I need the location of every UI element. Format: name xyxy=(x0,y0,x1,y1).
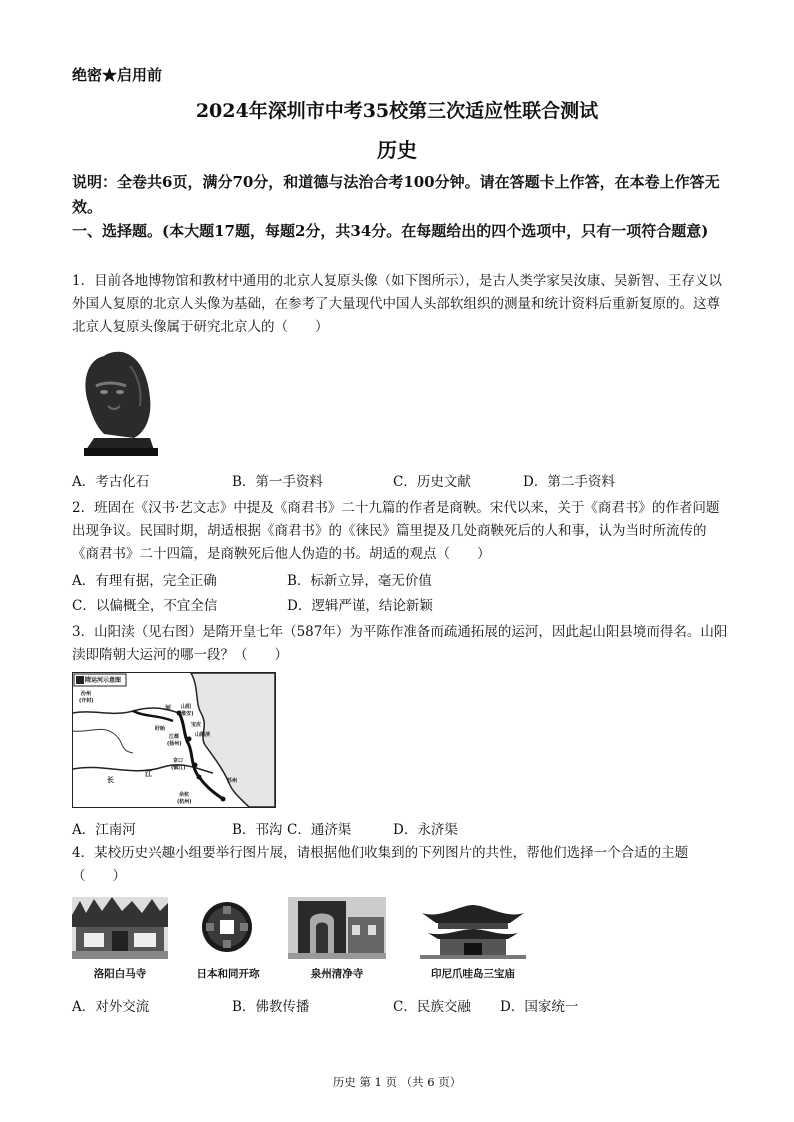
map-label-jiangdu: 江都 xyxy=(169,734,180,740)
q2-option-d[interactable]: D．逻辑严谨，结论新颖 xyxy=(287,598,433,614)
q3-option-b[interactable]: B．邗沟 xyxy=(232,822,283,838)
instructions: 说明：全卷共6页，满分70分，和道德与法治合考100分钟。请在答题卡上作答，在本卷上作答无效。 xyxy=(72,173,720,216)
map-label-xuyi: 盱眙 xyxy=(155,726,166,732)
q3-option-d[interactable]: D．永济渠 xyxy=(393,822,458,838)
map-label-yangzhou: (扬州) xyxy=(167,741,182,747)
map-label-he: 河 xyxy=(165,705,172,712)
page-footer: 历史 第 1 页 （共 6 页） xyxy=(332,1075,462,1089)
q1-option-c[interactable]: C．历史文献 xyxy=(393,474,471,490)
q4-option-a[interactable]: A．对外交流 xyxy=(72,999,150,1015)
map-legend: 隋运河示意图 xyxy=(85,677,122,684)
map-label-kaifeng: (开封) xyxy=(79,698,94,704)
map-label-chang: 长 xyxy=(107,776,114,784)
map-label-bianzhou: 汾州 xyxy=(81,691,92,697)
qingjing-mosque-image xyxy=(288,897,386,959)
q3-option-a[interactable]: A．江南河 xyxy=(72,822,136,838)
map-label-baoying: 宝应 xyxy=(191,722,202,728)
exam-title: 2024年深圳市中考35校第三次适应性联合测试 xyxy=(195,100,599,122)
map-label-yuhang: 余杭 xyxy=(179,792,190,798)
sam-poo-kong-temple-image xyxy=(420,899,526,959)
question-3-stem: 3．山阳渎（见右图）是隋开皇七年（587年）为平陈作准备而疏通拓展的运河，因此起山阳县境而得名。山阳渎即隋朝大运河的哪一段？（ ） xyxy=(72,624,728,663)
q1-option-a[interactable]: A．考古化石 xyxy=(72,474,150,490)
map-label-hangzhou: (杭州) xyxy=(177,799,192,805)
q2-option-b[interactable]: B．标新立异，毫无价值 xyxy=(287,573,432,589)
peking-man-bust-image xyxy=(74,346,164,458)
grand-canal-map xyxy=(72,672,276,808)
question-2-stem: 2．班固在《汉书·艺文志》中提及《商君书》二十九篇的作者是商鞅。宋代以来，关于《商君书》的作者问题出现争议。民国时期，胡适根据《商君书》的《徕民》篇里提及几处商鞅死后的人和事，认为当时所流传的《商君书》二十四篇，是商鞅死后他人伪造的书。胡适的观点（ ） xyxy=(72,500,720,562)
caption-qingjing-mosque: 泉州清净寺 xyxy=(310,968,364,980)
map-label-shanyang: 山阳 xyxy=(181,704,192,710)
secret-label: 绝密★启用前 xyxy=(72,66,163,84)
map-label-jiang: 江 xyxy=(145,770,152,778)
map-label-huaian: (淮安) xyxy=(179,711,194,717)
q2-option-c[interactable]: C．以偏概全，不宜全信 xyxy=(72,598,218,614)
map-label-jingkou: 京口 xyxy=(173,758,184,764)
question-1-stem: 1．目前各地博物馆和教材中通用的北京人复原头像（如下图所示），是古人类学家吴汝康、吴新智、王存义以外国人复原的北京人头像为基础，在参考了大量现代中国人头部软组织的测量和统计资料后重新复原的。这尊北京人复原头像属于研究北京人的（ ） xyxy=(72,273,722,335)
white-horse-temple-image xyxy=(72,897,168,959)
map-label-suzhou: 苏州 xyxy=(227,778,238,784)
wado-kaichin-coin-image xyxy=(200,900,254,954)
q3-option-c[interactable]: C．通济渠 xyxy=(287,822,352,838)
caption-white-horse-temple: 洛阳白马寺 xyxy=(93,968,147,980)
subject-title: 历史 xyxy=(377,138,417,162)
question-4-stem: 4．某校历史兴趣小组要举行图片展，请根据他们收集到的下列图片的共性，帮他们选择一个合适的主题（ ） xyxy=(72,845,689,884)
q4-option-d[interactable]: D．国家统一 xyxy=(500,999,579,1015)
q4-option-b[interactable]: B．佛教传播 xyxy=(232,999,310,1015)
caption-wado-kaichin: 日本和同开珎 xyxy=(196,968,260,980)
map-label-zhenjiang: (镇江) xyxy=(171,765,186,771)
section-heading: 一、选择题。(本大题17题，每题2分，共34分。在每题给出的四个选项中，只有一项符合题意) xyxy=(72,222,709,240)
q4-option-c[interactable]: C．民族交融 xyxy=(393,999,471,1015)
caption-sam-poo-kong: 印尼爪哇岛三宝庙 xyxy=(431,968,515,980)
q2-option-a[interactable]: A．有理有据，完全正确 xyxy=(72,573,217,589)
q1-option-d[interactable]: D．第二手资料 xyxy=(523,474,615,490)
map-label-shanyangdu: 山阳渎 xyxy=(195,732,211,738)
q1-option-b[interactable]: B．第一手资料 xyxy=(232,474,323,490)
